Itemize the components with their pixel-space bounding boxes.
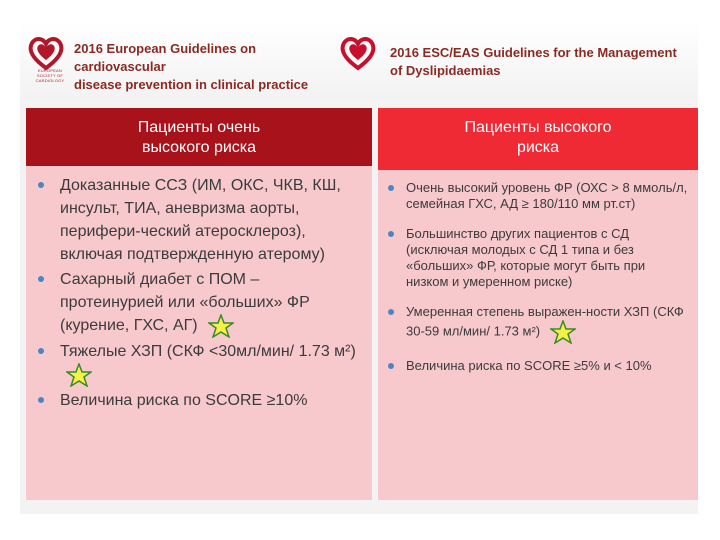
list-item: Величина риска по SCORE ≥5% и < 10% [378,358,698,374]
right-guideline-title: 2016 ESC/EAS Guidelines for the Management of Dyslipidaemias [390,45,677,78]
list-item: Умеренная степень выражен-ности ХЗП (СКФ 30-59 мл/мин/ 1.73 м²) [378,304,698,344]
list-item: Тяжелые ХЗП (СКФ <30мл/мин/ 1.73 м²) [26,340,372,387]
bullet-icon [38,276,44,282]
bullet-icon [388,231,394,237]
star-icon [208,314,234,338]
header [20,22,698,100]
high-risk-panel [378,108,698,500]
esc-logo-icon [338,32,378,82]
very-high-risk-panel [26,108,372,500]
bullet-icon [38,397,44,403]
star-icon [66,363,92,387]
header-left [26,28,346,98]
header-right [338,28,698,98]
list-item: Очень высокий уровень ФР (ОХС > 8 ммоль/л, семейная ГХС, АД ≥ 180/110 мм рт.ст) [378,180,698,212]
very-high-risk-banner: Пациенты очень высокого риска [26,108,372,166]
list-item: Величина риска по SCORE ≥10% [26,389,372,412]
high-risk-banner: Пациенты высокого риска [378,108,698,170]
bullet-icon [38,182,44,188]
slide [20,22,698,514]
bullet-icon [388,363,394,369]
bullet-icon [388,309,394,315]
list-item: Сахарный диабет с ПОМ – протеинурией или «больших» ФР (курение, ГХС, АГ) [26,268,372,338]
bullet-icon [388,185,394,191]
logo-caption: EUROPEAN SOCIETY OF CARDIOLOGY [35,68,65,83]
star-icon [550,320,576,344]
bullet-icon [38,348,44,354]
list-item: Доказанные ССЗ (ИМ, ОКС, ЧКВ, КШ, инсульт, ТИА, аневризма аорты, перифери-ческий атеросклероз), включая подтвержденную атерому) [26,174,372,266]
list-item: Большинство других пациентов с СД (исключая молодых с СД 1 типа и без «больших» ФР, которые могут быть при низком и умеренном риске) [378,226,698,290]
left-guideline-title: 2016 European Guidelines on cardiovascular disease prevention in clinical practice [74,41,309,92]
high-risk-list [378,180,698,388]
very-high-risk-list [26,174,372,414]
